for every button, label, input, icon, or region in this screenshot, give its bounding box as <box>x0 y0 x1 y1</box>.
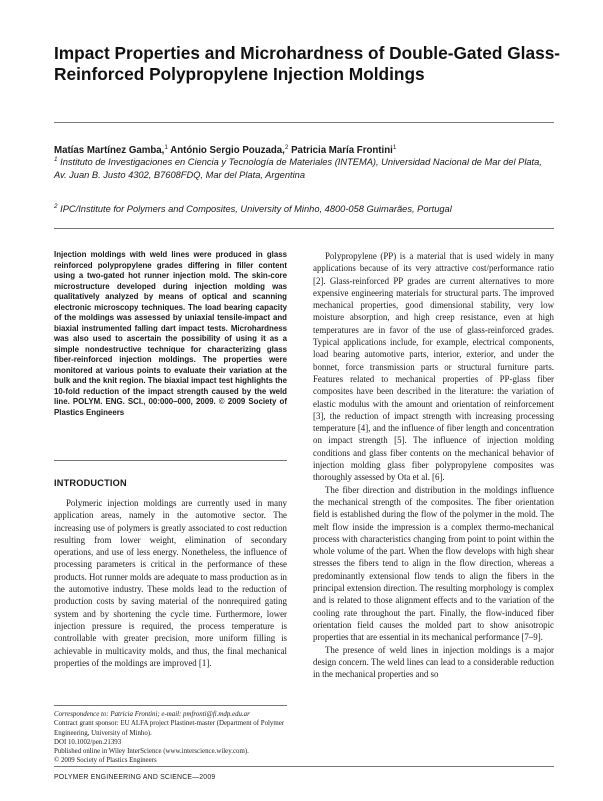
title-divider <box>54 122 554 123</box>
article-title: Impact Properties and Microhardness of Double-Gated Glass-Reinforced Polypropylene Injection Moldings <box>54 43 561 84</box>
affiliation-text: IPC/Institute for Polymers and Composites, University of Minho, 4800-058 Guimarães, Portugal <box>60 204 452 215</box>
section-heading: INTRODUCTION <box>54 478 127 488</box>
affiliation-mark: 1 <box>54 156 58 163</box>
author-name: Matías Martínez Gamba, <box>54 145 165 157</box>
running-footer: POLYMER ENGINEERING AND SCIENCE—2009 <box>54 774 216 781</box>
affiliation-mark: 2 <box>54 203 58 210</box>
abstract: Injection moldings with weld lines were produced in glass reinforced polypropylene grades differing in filler content using a two-gated hot runner injection mold. The skin-core microstructure developed during injection molding was qualitatively analyzed by means of optical and scanning electronic microscopy techniques. The load bearing capacity of the moldings was assessed by uniaxial tensile-impact and biaxial instrumented falling dart impact tests. Microhardness was also used to ascertain the possibility of using it as a simple nondestructive technique for characterizing glass fiber-reinforced injection moldings. The properties were monitored at various points to evaluate their variation at the bulk and the knit region. The biaxial impact test highlights the 10-fold reduction of the impact strength caused by the weld line. POLYM. ENG. SCI., 00:000–000, 2009. © 2009 Society of Plastics Engineers <box>54 250 287 417</box>
doi-note: DOI 10.1002/pen.21393 <box>54 738 122 746</box>
author-affiliation-mark: 2 <box>284 144 289 151</box>
author-name: António Sergio Pouzada, <box>170 145 285 157</box>
affiliation <box>54 154 554 181</box>
footer-divider <box>54 766 554 767</box>
grant-note: Contract grant sponsor: EU ALFA project Plastinet-master (Department of Polymer Engineering, University of Minho). <box>54 720 285 737</box>
abstract-divider <box>54 460 287 461</box>
author-affiliation-mark: 1 <box>392 144 397 151</box>
affiliation-text: Instituto de Investigaciones en Ciencia y Tecnología de Materiales (INTEMA), Universidad Nacional de Mar del Plata, Av. Juan B. Justo 4302, B7608FDQ, Mar del Plata, Argentina <box>54 157 542 180</box>
correspondence-note: Correspondence to: Patricia Frontini; e-mail: pmfronti@fi.mdp.edu.ar <box>54 711 250 718</box>
copyright-note: © 2009 Society of Plastics Engineers <box>54 757 157 765</box>
author-affiliation-mark: 1 <box>164 144 168 151</box>
body-paragraph: Polypropylene (PP) is a material that is used widely in many applications because of its very attractive cost/performance ratio [2]. Glass-reinforced PP grades are current alternatives to more expensive engineering materials for structural parts. The improved mechanical properties, good dimensional stability, very low moisture absorption, and high creep resistance, even at high temperatures are in favor of the use of glass-reinforced grades. Typical applications include, for example, electrical components, load bearing automotive parts, interior, exterior, and under the bonnet, force transmission parts or structural furniture parts. Features related to mechanical properties of PP-glass fiber composites have been described in the literature: the variation of elastic modulus with the amount and orientation of reinforcement [3], the reduction of impact strength with increasing processing temperature [4], and the influence of fiber length and concentration on impact strength [5]. The influence of injection molding conditions and glass fiber contents on the mechanical behavior of injection molding glass fiber polypropylene composites was thoroughly assessed by Ota et al. [6]. <box>313 251 554 483</box>
footnote-divider <box>54 705 287 706</box>
intro-paragraph: Polymeric injection moldings are currently used in many application areas, namely in the automotive sector. The increasing use of polymers is greatly associated to cost reduction resulting from lower weight, elimination of secondary operations, and use of less energy. Nonetheless, the influence of processing parameters is critical in the performance of these products. Hot runner molds are adequate to mass production as in the automotive industry. These molds lead to the reduction of production costs by saving material of the nonrequired gating system and by shortening the cycle time. Furthermore, lower injection pressure is required, the process temperature is controllable with greater precision, more uniform filling is achievable in multicavity molds, and thus, the final mechanical properties of the moldings are improved [1]. <box>54 498 287 668</box>
body-paragraph: The presence of weld lines in injection moldings is a major design concern. The weld lines can lead to a considerable reduction in the mechanical properties and so <box>313 644 554 680</box>
body-paragraph: The fiber direction and distribution in the moldings influence the mechanical strength of the composites. The fiber orientation field is established during the flow of the polymer in the mold. The melt flow inside the impression is a complex thermo-mechanical process with characteristics changing from point to point within the whole volume of the part. When the flow develops with high shear stresses the fibers tend to align in the flow direction, whereas a predominantly extensional flow tends to align the fibers in the principal extension direction. The resulting morphology is complex and is related to those alignment effects and to the variation of the cooling rate throughout the part. Finally, the flow-induced fiber orientation field causes the molded part to show anisotropic properties that are essential in its mechanical performance [7–9]. <box>313 484 554 643</box>
author-name: Patricia María Frontini <box>291 145 393 157</box>
right-column <box>313 250 554 680</box>
affiliation <box>54 201 554 216</box>
publication-note: Published online in Wiley InterScience (www.interscience.wiley.com). <box>54 748 249 756</box>
footnotes <box>54 710 294 766</box>
header-divider <box>54 228 554 229</box>
